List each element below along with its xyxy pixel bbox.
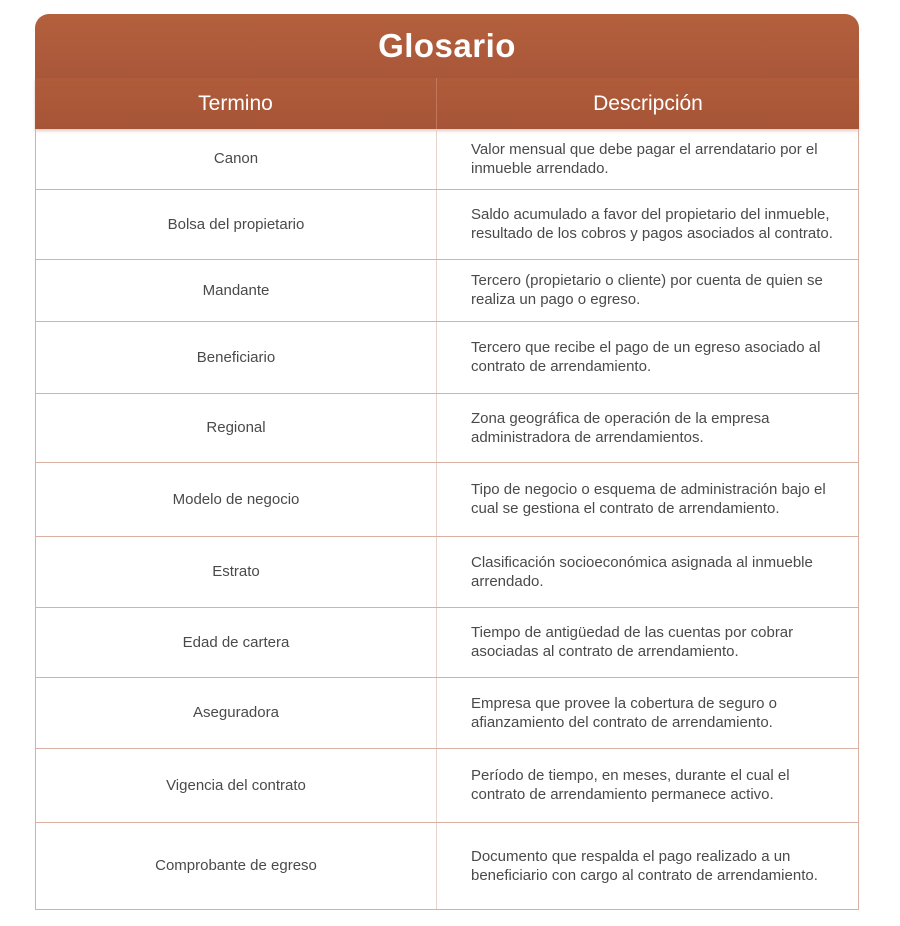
- term-cell: Regional: [36, 393, 437, 462]
- term-cell: Canon: [36, 129, 437, 189]
- table-row: [36, 536, 859, 607]
- table-row: [36, 393, 859, 462]
- description-cell: Empresa que provee la cobertura de seguro o afianzamiento del contrato de arrendamiento.: [437, 677, 859, 748]
- term-cell: Beneficiario: [36, 321, 437, 393]
- table-row: [36, 321, 859, 393]
- table-row: [36, 607, 859, 677]
- table-row: [36, 748, 859, 822]
- description-cell: Tercero (propietario o cliente) por cuenta de quien se realiza un pago o egreso.: [437, 259, 859, 321]
- term-cell: Edad de cartera: [36, 607, 437, 677]
- glossary-body: [35, 129, 859, 910]
- table-row: [36, 189, 859, 259]
- description-cell: Zona geográfica de operación de la empresa administradora de arrendamientos.: [437, 393, 859, 462]
- term-cell: Vigencia del contrato: [36, 748, 437, 822]
- term-cell: Comprobante de egreso: [36, 822, 437, 909]
- description-cell: Clasificación socioeconómica asignada al inmueble arrendado.: [437, 536, 859, 607]
- description-cell: Documento que respalda el pago realizado a un beneficiario con cargo al contrato de arrendamiento.: [437, 822, 859, 909]
- glossary-title: Glosario: [378, 27, 516, 64]
- table-row: [36, 677, 859, 748]
- description-cell: Tipo de negocio o esquema de administración bajo el cual se gestiona el contrato de arrendamiento.: [437, 462, 859, 536]
- header-description: Descripción: [593, 91, 703, 115]
- table-row: [36, 462, 859, 536]
- header-row: [35, 78, 859, 129]
- description-cell: Saldo acumulado a favor del propietario del inmueble, resultado de los cobros y pagos asociados al contrato.: [437, 189, 859, 259]
- description-cell: Período de tiempo, en meses, durante el cual el contrato de arrendamiento permanece activo.: [437, 748, 859, 822]
- term-cell: Estrato: [36, 536, 437, 607]
- glossary-table: [35, 14, 859, 910]
- description-cell: Valor mensual que debe pagar el arrendatario por el inmueble arrendado.: [437, 129, 859, 189]
- table-row: [36, 129, 859, 189]
- term-cell: Aseguradora: [36, 677, 437, 748]
- header-term: Termino: [35, 78, 437, 129]
- description-cell: Tercero que recibe el pago de un egreso asociado al contrato de arrendamiento.: [437, 321, 859, 393]
- description-cell: Tiempo de antigüedad de las cuentas por cobrar asociadas al contrato de arrendamiento.: [437, 607, 859, 677]
- title-bar: [35, 14, 859, 78]
- table-row: [36, 822, 859, 909]
- term-cell: Modelo de negocio: [36, 462, 437, 536]
- table-row: [36, 259, 859, 321]
- term-cell: Bolsa del propietario: [36, 189, 437, 259]
- term-cell: Mandante: [36, 259, 437, 321]
